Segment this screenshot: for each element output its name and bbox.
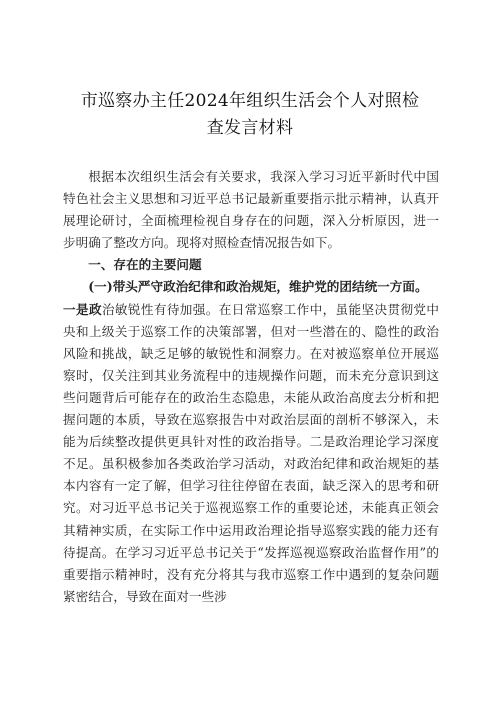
paragraph-text: 治敏锐性有待加强。在日常巡察工作中，虽能坚决贯彻党中央和上级关于巡察工作的决策部署，但对一些潜在的、隐性的政治风险和挑战，缺乏足够的敏锐性和洞察力。在对被巡察单位开展巡察时，仅关注到其业务流程中的违规操作问题，而未充分意识到这些问题背后可能存在的政治生态隐患，未能从政治高度去分析和把握问题的本质，导致在巡察报告中对政治层面的剖析不够深入，未能为后续整改提供更具针对性的政治指导。二是政治理论学习深度不足。虽积极参加各类政治学习活动，对政治纪律和政治规矩的基本内容有一定了解，但学习往往停留在表面，缺乏深入的思考和研究。对习近平总书记关于巡视巡察工作的重要论述，未能真正领会其精神实质，在实际工作中运用政治理论指导巡察实践的能力还有待提高。在学习习近平总书记关于“发挥巡视巡察政治监督作用”的重要指示精神时，没有充分将其与我市巡察工作中遇到的复杂问题紧密结合，导致在面对一些涉 xyxy=(63,301,440,604)
title-line-2: 查发言材料 xyxy=(206,118,294,138)
subsection-heading: (一)带头严守政治纪律和政治规矩，维护党的团结统一方面。 xyxy=(88,279,428,295)
document-body xyxy=(63,166,439,608)
title-line-1: 市巡察办主任2024年组织生活会个人对照检 xyxy=(80,91,420,111)
document-title xyxy=(60,88,440,142)
section-heading: 一、存在的主要问题 xyxy=(88,257,202,273)
intro-paragraph: 根据本次组织生活会有关要求，我深入学习习近平新时代中国特色社会主义思想和习近平总书记最新重要指示批示精神，认真开展理论研讨，全面梳理检视自身存在的问题，深入分析原因，进一步明确了整改方向。现将对照检查情况报告如下。 xyxy=(63,169,439,251)
paragraph-lead: 一是政 xyxy=(63,301,102,317)
body-paragraph xyxy=(63,299,439,608)
